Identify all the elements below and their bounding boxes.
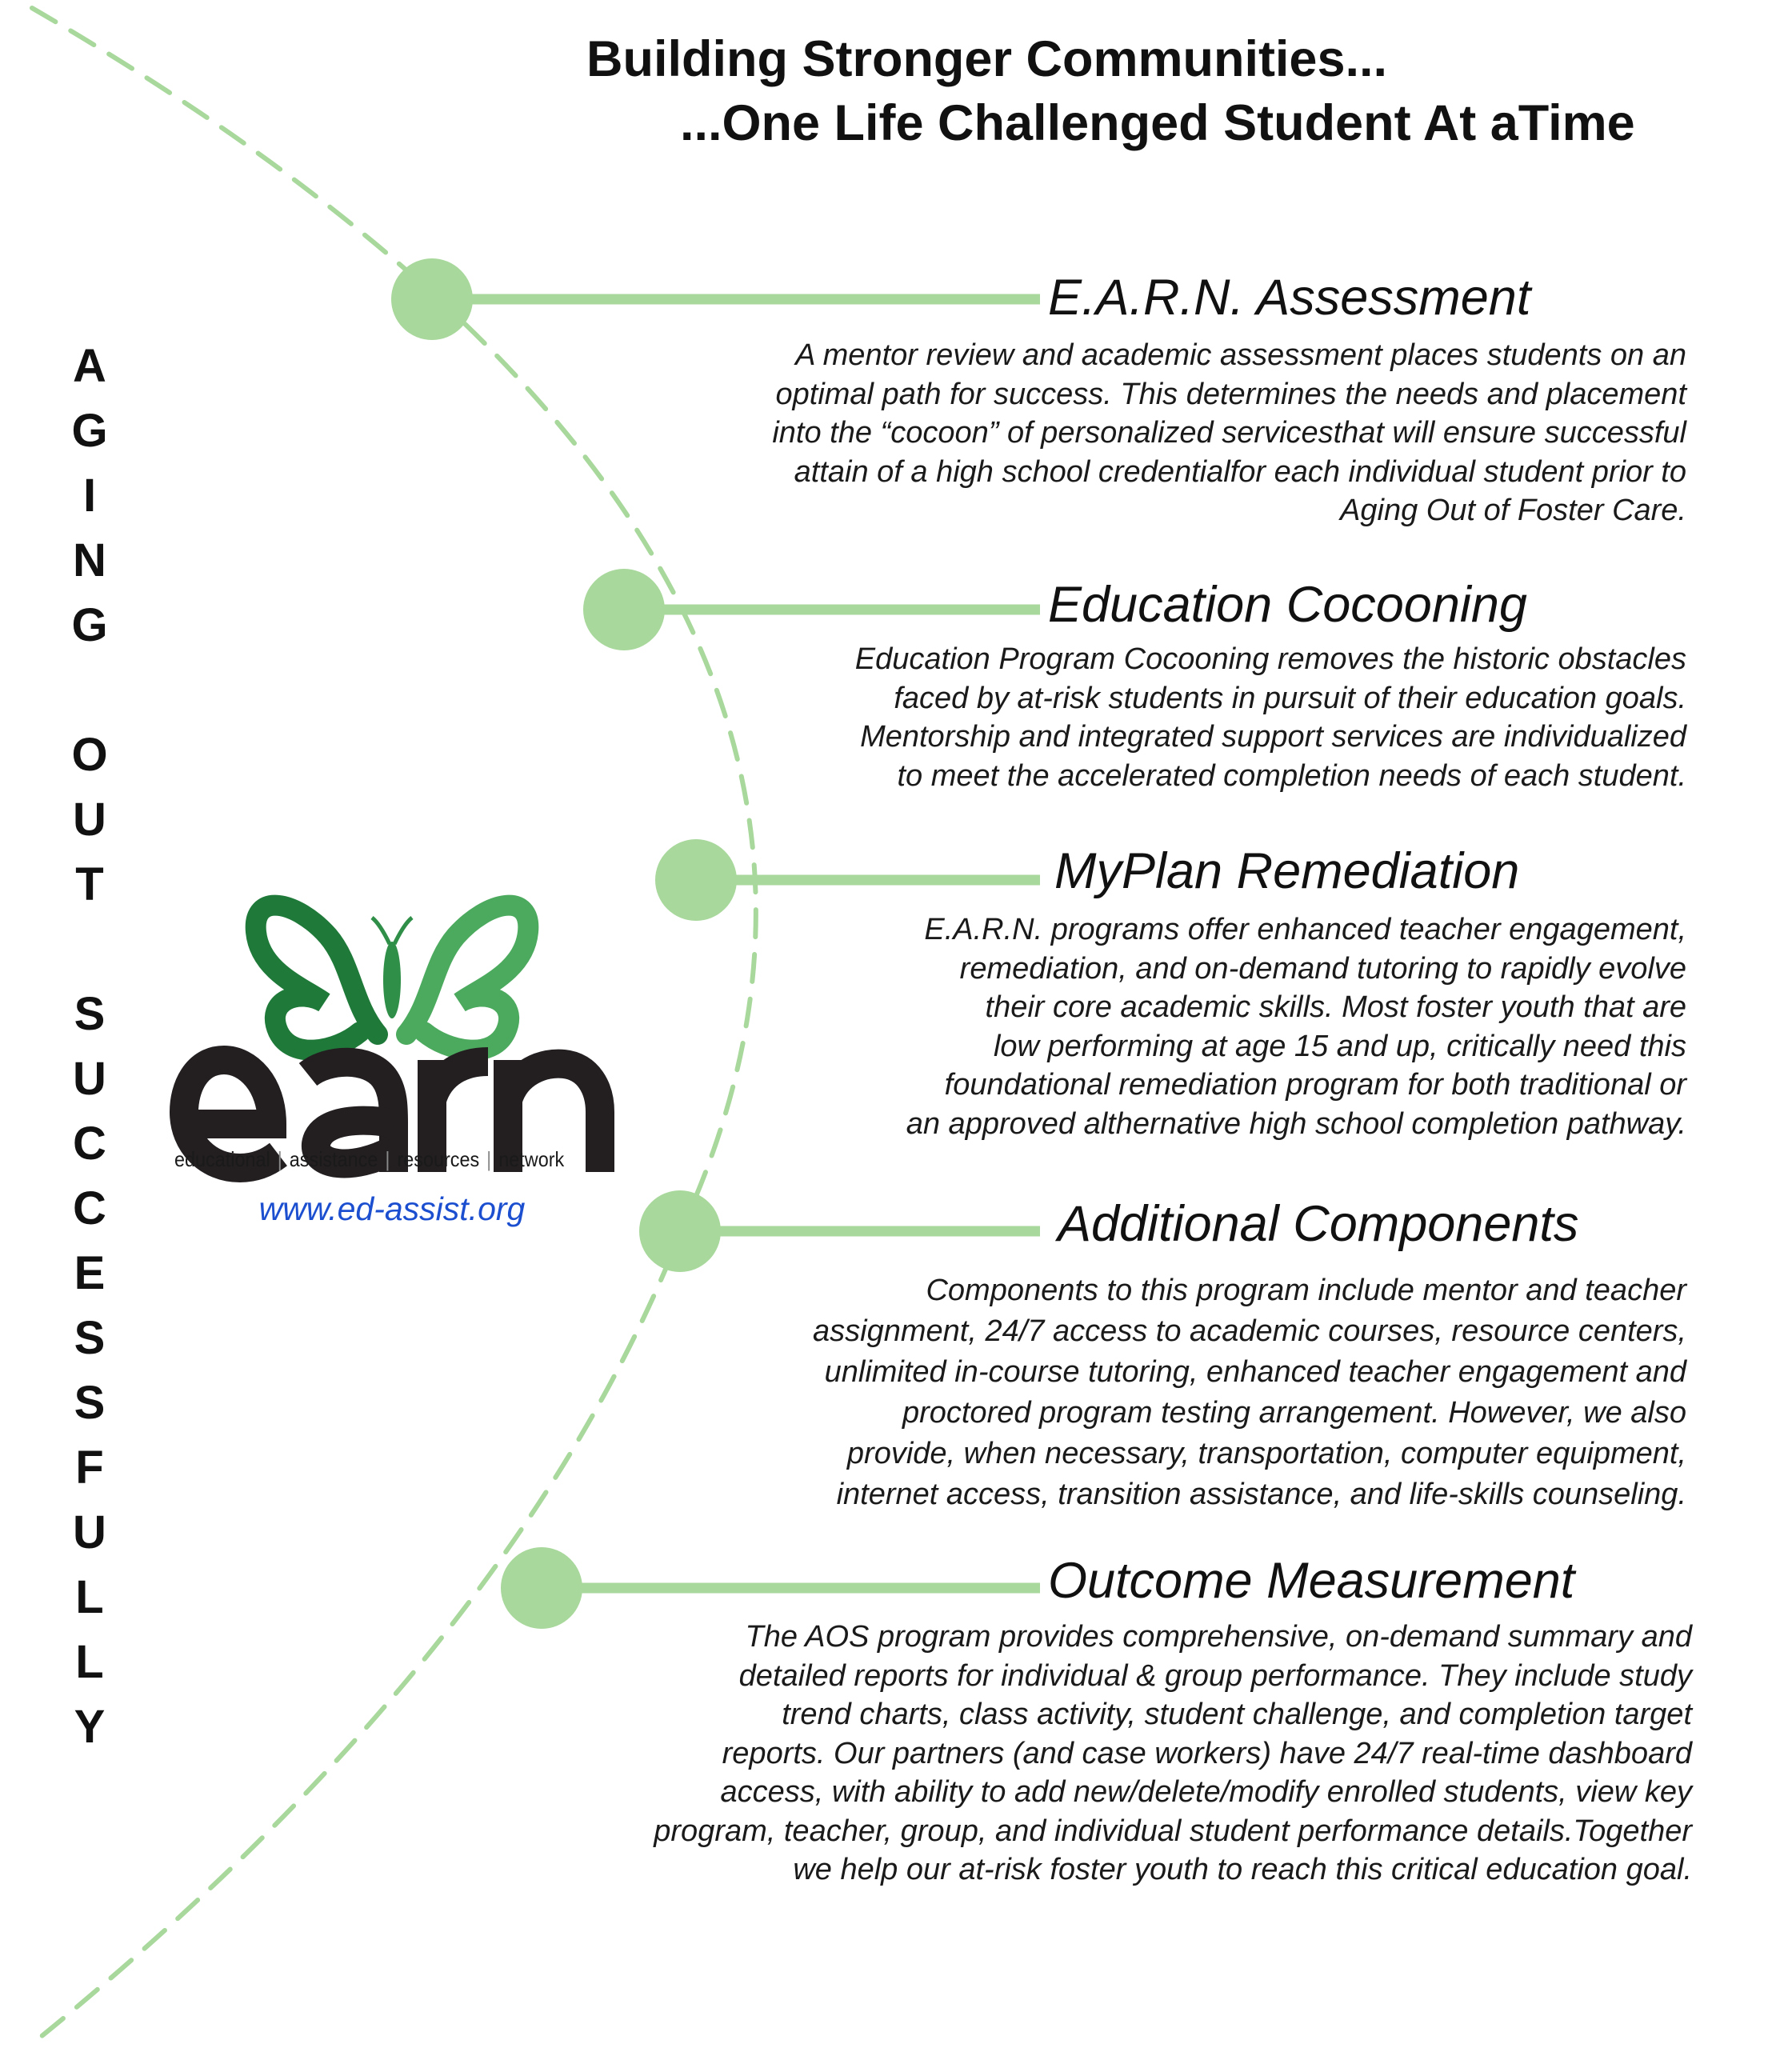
side-banner-letter: U bbox=[73, 1506, 106, 1558]
side-banner-letter: L bbox=[75, 1636, 104, 1688]
marker-dot-4 bbox=[639, 1190, 721, 1272]
side-banner-letter: O bbox=[71, 729, 108, 781]
marker-dot-3 bbox=[655, 839, 737, 921]
section-body-outcome bbox=[654, 1618, 1692, 1890]
section-body-assessment bbox=[772, 336, 1686, 530]
tagline-separator: | bbox=[486, 1147, 492, 1171]
section-body-components bbox=[813, 1270, 1686, 1515]
side-banner-letter: E bbox=[74, 1247, 106, 1299]
body-line: trend charts, class activity, student challenge, and completion target bbox=[782, 1698, 1692, 1731]
body-line: their core academic skills. Most foster youth that are bbox=[985, 990, 1686, 1024]
side-banner-letter: C bbox=[73, 1182, 106, 1234]
body-line: access, with ability to add new/delete/modify enrolled students, view key bbox=[720, 1775, 1692, 1809]
section-body-remediation bbox=[906, 910, 1686, 1143]
body-line: faced by at-risk students in pursuit of their education goals. bbox=[894, 681, 1686, 715]
side-banner-letter: G bbox=[71, 599, 108, 651]
body-line: we help our at-risk foster youth to reach this critical education goal. bbox=[793, 1853, 1692, 1886]
logo-tagline bbox=[174, 1147, 563, 1172]
body-line: detailed reports for individual & group performance. They include study bbox=[738, 1658, 1692, 1693]
body-line: A mentor review and academic assessment places students on an bbox=[795, 338, 1686, 372]
tagline-word-educational: educational bbox=[174, 1147, 270, 1171]
body-line: reports. Our partners (and case workers) have 24/7 real-time dashboard bbox=[722, 1736, 1692, 1770]
body-line: E.A.R.N. programs offer enhanced teacher engagement, bbox=[924, 913, 1686, 946]
side-banner-word-aging bbox=[58, 334, 122, 658]
body-line: attain of a high school credentialfor each individual student prior to bbox=[794, 454, 1686, 489]
body-line: optimal path for success. This determines the needs and placement bbox=[775, 377, 1686, 411]
body-line: Aging Out of Foster Care. bbox=[1340, 494, 1686, 527]
marker-dot-2 bbox=[583, 569, 665, 650]
side-banner-letter: U bbox=[73, 1053, 106, 1105]
side-banner-letter: G bbox=[71, 405, 108, 457]
website-link[interactable]: www.ed-assist.org bbox=[258, 1190, 526, 1227]
tagline-separator: | bbox=[277, 1147, 282, 1171]
section-body-cocooning bbox=[855, 640, 1686, 795]
body-line: unlimited in-course tutoring, enhanced teacher engagement and bbox=[824, 1355, 1686, 1389]
section-title-components: Additional Components bbox=[1058, 1196, 1579, 1252]
body-line: The AOS program provides comprehensive, on-demand summary and bbox=[745, 1620, 1692, 1654]
marker-dot-5 bbox=[501, 1547, 582, 1629]
butterfly-icon bbox=[256, 906, 529, 1050]
side-banner-letter: Y bbox=[74, 1701, 106, 1753]
connector-5 bbox=[501, 1547, 1040, 1629]
body-line: program, teacher, group, and individual student performance details.Together bbox=[654, 1814, 1692, 1848]
connector-3 bbox=[655, 839, 1040, 921]
connector-4 bbox=[639, 1190, 1040, 1272]
tagline-separator: | bbox=[385, 1147, 390, 1171]
body-line: Mentorship and integrated support services are individualized bbox=[860, 720, 1686, 754]
connector-2 bbox=[583, 569, 1040, 650]
side-banner-letter: T bbox=[75, 858, 104, 910]
side-banner-word-successfully bbox=[58, 982, 122, 1759]
side-banner-letter: S bbox=[74, 1312, 106, 1364]
body-line: Components to this program include mentor and teacher bbox=[926, 1274, 1686, 1307]
body-line: foundational remediation program for both traditional or bbox=[944, 1068, 1686, 1102]
side-banner-word-out bbox=[58, 722, 122, 917]
tagline-word-resources: resources bbox=[397, 1147, 480, 1171]
body-line: provide, when necessary, transportation, computer equipment, bbox=[846, 1437, 1686, 1470]
section-title-assessment: E.A.R.N. Assessment bbox=[1048, 270, 1531, 326]
body-line: proctored program testing arrangement. However, we also bbox=[902, 1396, 1686, 1430]
body-line: into the “cocoon” of personalized servicesthat will ensure successful bbox=[772, 416, 1686, 450]
tagline-word-assistance: assistance bbox=[289, 1147, 378, 1171]
side-banner-letter: N bbox=[73, 534, 106, 586]
tagline-word-network: network bbox=[498, 1147, 565, 1171]
side-banner-letter: L bbox=[75, 1571, 104, 1623]
side-banner-letter: F bbox=[75, 1442, 104, 1494]
headline-line-1: Building Stronger Communities... bbox=[586, 31, 1388, 87]
headline-line-2: ...One Life Challenged Student At aTime bbox=[680, 95, 1635, 151]
marker-dot-1 bbox=[391, 258, 473, 340]
body-line: internet access, transition assistance, and life-skills counseling. bbox=[836, 1478, 1686, 1511]
body-line: remediation, and on-demand tutoring to rapidly evolve bbox=[959, 951, 1686, 986]
side-banner-letter: U bbox=[73, 794, 106, 846]
connector-1 bbox=[391, 258, 1040, 340]
body-line: Education Program Cocooning removes the historic obstacles bbox=[854, 642, 1686, 676]
section-title-remediation: MyPlan Remediation bbox=[1054, 843, 1520, 899]
side-banner-letter: A bbox=[73, 340, 106, 392]
body-line: to meet the accelerated completion needs of each student. bbox=[897, 758, 1686, 793]
section-title-cocooning: Education Cocooning bbox=[1048, 577, 1527, 633]
body-line: assignment, 24/7 access to academic courses, resource centers, bbox=[813, 1314, 1686, 1348]
side-banner-letter: I bbox=[82, 470, 97, 522]
body-line: an approved althernative high school completion pathway. bbox=[906, 1106, 1686, 1141]
side-banner-letter: S bbox=[74, 1377, 106, 1429]
body-line: low performing at age 15 and up, critically need this bbox=[993, 1029, 1686, 1063]
side-banner-letter: C bbox=[73, 1118, 106, 1170]
side-banner-letter: S bbox=[74, 988, 106, 1040]
section-title-outcome: Outcome Measurement bbox=[1048, 1553, 1575, 1609]
